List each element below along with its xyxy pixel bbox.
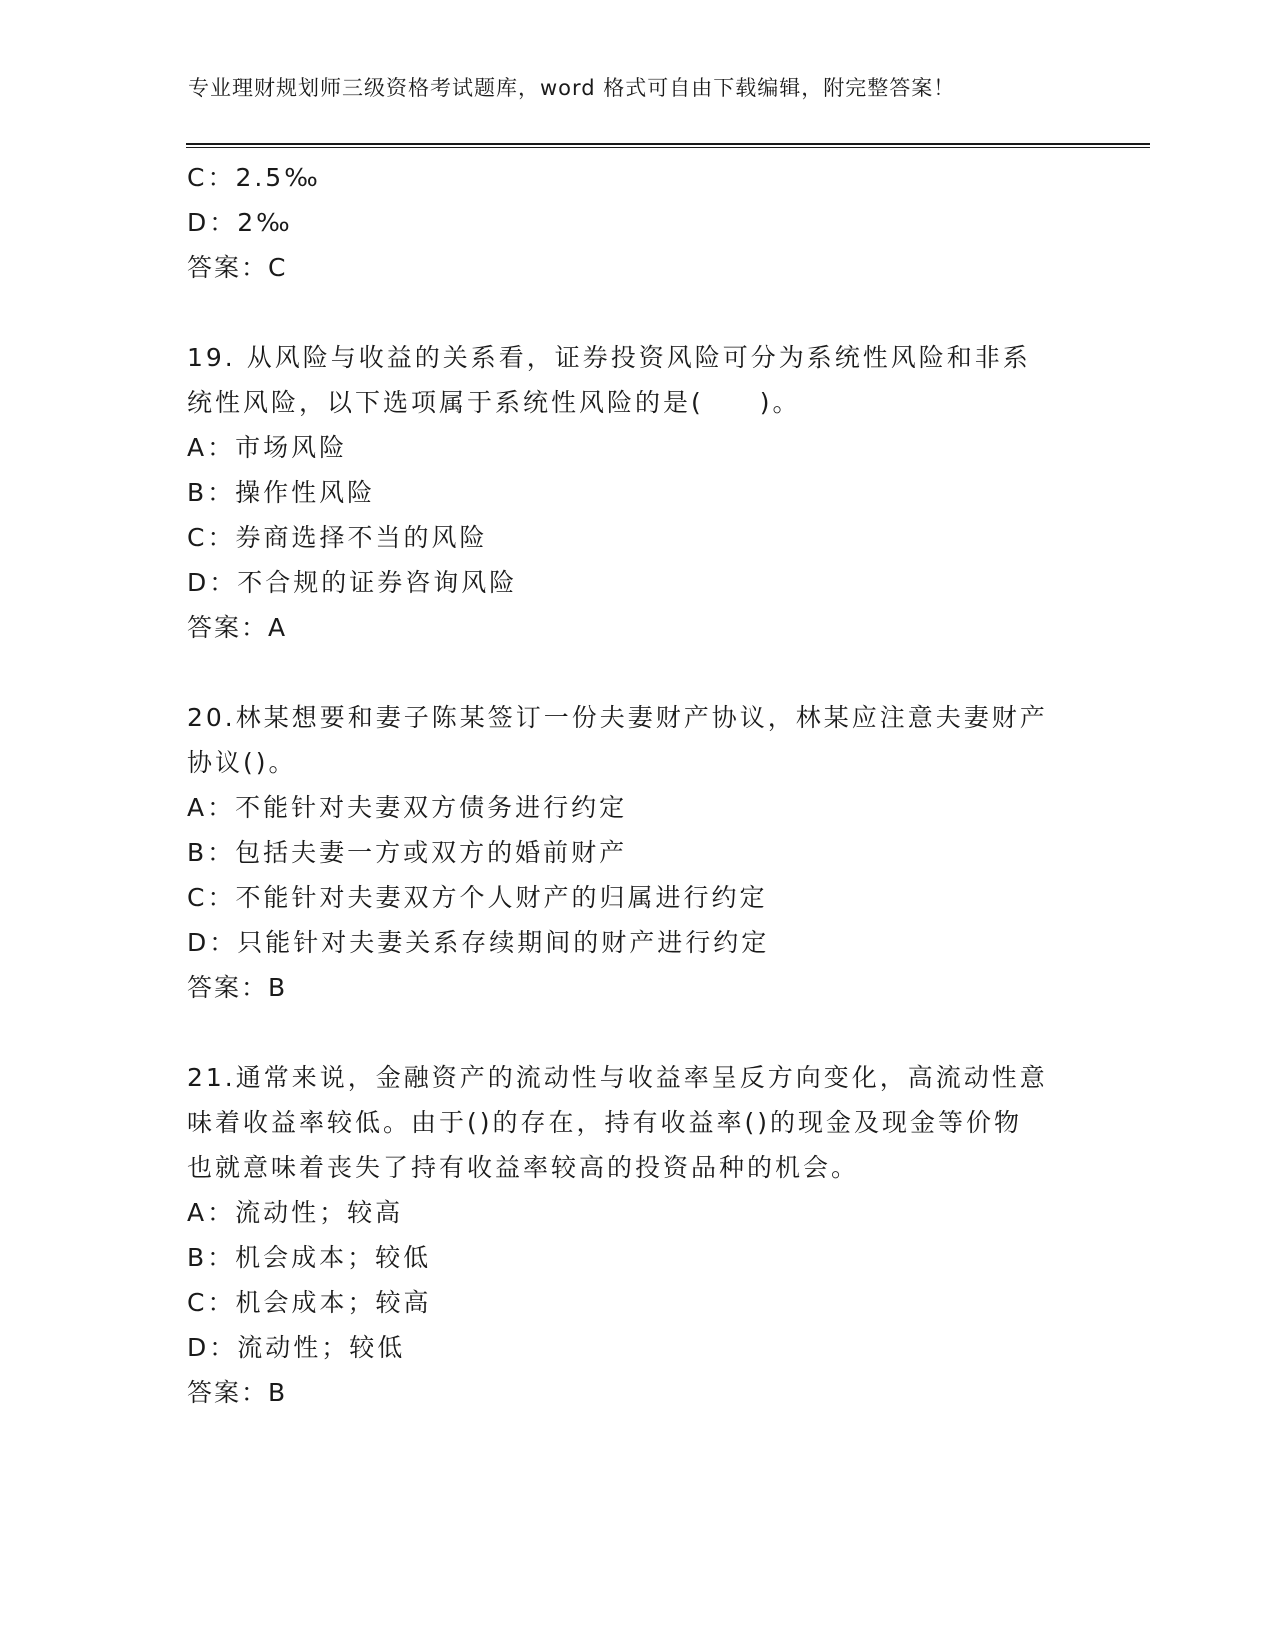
question-stem-line: 也就意味着丧失了持有收益率较高的投资品种的机会。	[187, 1153, 860, 1182]
option-b: B：操作性风险	[187, 478, 376, 507]
option-b: B：机会成本；较低	[187, 1243, 432, 1272]
question-20	[187, 695, 1087, 1010]
option-a: A：不能针对夫妻双方债务进行约定	[187, 793, 628, 822]
answer-line: 答案：A	[187, 613, 288, 642]
option-d: D：流动性；较低	[187, 1333, 406, 1362]
question-stem-line: 味着收益率较低。由于()的存在，持有收益率()的现金及现金等价物	[187, 1108, 1023, 1137]
page-header: 专业理财规划师三级资格考试题库，word 格式可自由下载编辑，附完整答案！	[188, 76, 956, 100]
answer-line: 答案：B	[187, 1378, 288, 1407]
spacer	[187, 1010, 1087, 1055]
spacer	[187, 650, 1087, 695]
answer-line: 答案：B	[187, 973, 288, 1002]
option-d: D：只能针对夫妻关系存续期间的财产进行约定	[187, 928, 770, 957]
question-stem-line: 统性风险，以下选项属于系统性风险的是( )。	[187, 388, 801, 417]
question-stem-line: 协议()。	[187, 748, 297, 777]
answer-line: 答案：C	[187, 253, 288, 282]
option-c: C：券商选择不当的风险	[187, 523, 488, 552]
question-fragment	[187, 155, 1087, 290]
header-divider	[186, 143, 1150, 148]
option-a: A：流动性；较高	[187, 1198, 404, 1227]
question-stem-line: 21.通常来说，金融资产的流动性与收益率呈反方向变化，高流动性意	[187, 1063, 1048, 1092]
question-stem-line: 20.林某想要和妻子陈某签订一份夫妻财产协议，林某应注意夫妻财产	[187, 703, 1048, 732]
option-c: C：机会成本；较高	[187, 1288, 432, 1317]
option-a: A：市场风险	[187, 433, 348, 462]
option-d: D：2‰	[187, 208, 293, 237]
question-19	[187, 335, 1087, 650]
question-21	[187, 1055, 1087, 1415]
option-b: B：包括夫妻一方或双方的婚前财产	[187, 838, 628, 867]
option-c: C：2.5‰	[187, 163, 321, 192]
option-d: D：不合规的证券咨询风险	[187, 568, 518, 597]
question-list	[187, 155, 1087, 1415]
spacer	[187, 290, 1087, 335]
option-c: C：不能针对夫妻双方个人财产的归属进行约定	[187, 883, 768, 912]
question-stem-line: 19. 从风险与收益的关系看，证券投资风险可分为系统性风险和非系	[187, 343, 1031, 372]
